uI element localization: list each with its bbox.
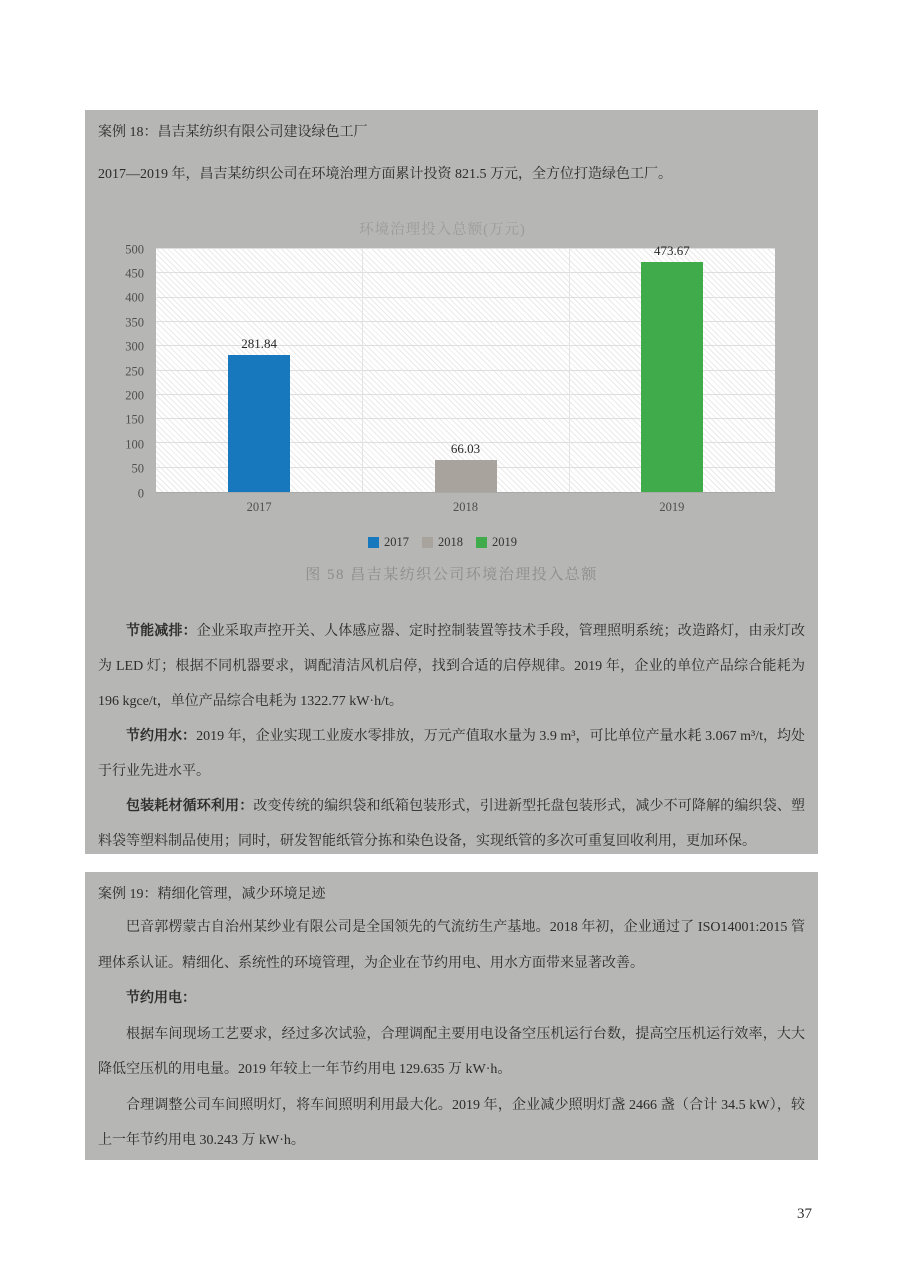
y-tick-label: 0 (137, 485, 144, 500)
figure-caption: 图 58 昌吉某纺织公司环境治理投入总额 (305, 567, 598, 583)
bar-2017 (228, 336, 290, 492)
case19-title: 案例 19：精细化管理，减少环境足迹 (98, 887, 326, 902)
paragraph-water-saving (98, 719, 805, 789)
y-tick-label: 500 (125, 241, 144, 256)
investment-bar-chart (110, 218, 775, 550)
paragraph-text: 巴音郭楞蒙古自治州某纱业有限公司是全国领先的气流纺生产基地。2018 年初，企业通过了 ISO14001:2015 管理体系认证。精细化、系统性的环境管理，为企业在节约用电、用水方面带来显著改善。 (98, 920, 805, 971)
y-tick-label: 50 (131, 461, 144, 476)
category-separator (569, 249, 570, 492)
page-number: 37 (797, 1206, 812, 1222)
legend-item (368, 535, 409, 550)
paragraph-lead: 节约用电： (126, 991, 196, 1006)
case19-text-block (98, 910, 805, 1159)
legend-label: 2017 (384, 535, 409, 549)
paragraph-lead: 节约用水： (126, 729, 197, 744)
category-separator (362, 249, 363, 492)
paragraph-company-intro (98, 910, 805, 981)
y-tick-label: 400 (125, 290, 144, 305)
x-tick-label: 2018 (453, 500, 478, 514)
legend-label: 2018 (438, 535, 463, 549)
paragraph-text: 改变传统的编织袋和纸箱包装形式，引进新型托盘包装形式，减少不可降解的编织袋、塑料袋等塑料制品使用；同时，研发智能纸管分拣和染色设备，实现纸管的多次可重复回收利用，更加环保。 (98, 799, 806, 849)
bar-2018 (435, 440, 497, 492)
bar-2019 (641, 242, 703, 492)
y-tick-label: 250 (125, 363, 144, 378)
y-tick-label: 350 (125, 314, 144, 329)
chart-body (110, 241, 775, 520)
bar-value-label: 281.84 (241, 336, 278, 352)
paragraph-text: 合理调整公司车间照明灯，将车间照明利用最大化。2019 年，企业减少照明灯盏 2466 盏（合计 34.5 kW），较上一年节约用电 30.243 万 kW·h。 (98, 1097, 805, 1148)
legend-swatch-icon (476, 537, 487, 548)
chart-legend (110, 535, 775, 550)
y-tick-label: 100 (125, 436, 144, 451)
paragraph-lead: 节能减排： (126, 624, 197, 639)
case18-text-block (98, 614, 805, 854)
paragraph-lighting (98, 1088, 805, 1159)
chart-y-axis (110, 241, 150, 500)
y-tick-label: 200 (125, 388, 144, 403)
y-tick-label: 450 (125, 266, 144, 281)
legend-swatch-icon (422, 537, 433, 548)
paragraph-text: 根据车间现场工艺要求，经过多次试验，合理调配主要用电设备空压机运行台数，提高空压机运行效率，大大降低空压机的用电量。2019 年较上一年节约用电 129.635 万 kW·h。 (98, 1026, 805, 1077)
paragraph-text: 企业采取声控开关、人体感应器、定时控制装置等技术手段，管理照明系统；改造路灯，由汞灯改为 LED 灯；根据不同机器要求，调配清洁风机启停，找到合适的启停规律。2019 年，企业的单位产品综合能耗为 196 kgce/t，单位产品综合电耗为 1322.77 kW·h/t。 (98, 624, 806, 709)
bar-value-label: 473.67 (653, 242, 690, 258)
x-tick-label: 2019 (659, 500, 685, 514)
paragraph-air-compressor (98, 1017, 805, 1088)
paragraph-energy-saving (98, 614, 805, 719)
paragraph-lead: 包装耗材循环利用： (126, 799, 254, 814)
paragraph-text: 2019 年，企业实现工业废水零排放，万元产值取水量为 3.9 m³，可比单位产量水耗 3.067 m³/t，均处于行业先进水平。 (98, 729, 805, 779)
chart-title: 环境治理投入总额(万元) (359, 222, 526, 238)
y-tick-label: 150 (125, 412, 144, 427)
paragraph-packaging-recycle (98, 789, 805, 854)
bar-value-label: 66.03 (450, 440, 481, 456)
case18-title: 案例 18：昌吉某纺织有限公司建设绿色工厂 (98, 125, 368, 140)
chart-plot-area (156, 242, 775, 493)
y-tick-label: 300 (125, 339, 144, 354)
case18-intro: 2017—2019 年，昌吉某纺织公司在环境治理方面累计投资 821.5 万元，全方位打造绿色工厂。 (98, 167, 672, 182)
chart-plot-column (156, 242, 775, 520)
paragraph-electricity-heading (98, 981, 805, 1017)
case19-panel (85, 872, 818, 1160)
legend-label: 2019 (492, 535, 517, 549)
legend-item (422, 535, 463, 550)
x-tick-label: 2017 (246, 500, 272, 514)
legend-swatch-icon (368, 537, 379, 548)
case18-panel (85, 110, 818, 854)
legend-item (476, 535, 517, 550)
chart-x-axis (156, 500, 775, 520)
